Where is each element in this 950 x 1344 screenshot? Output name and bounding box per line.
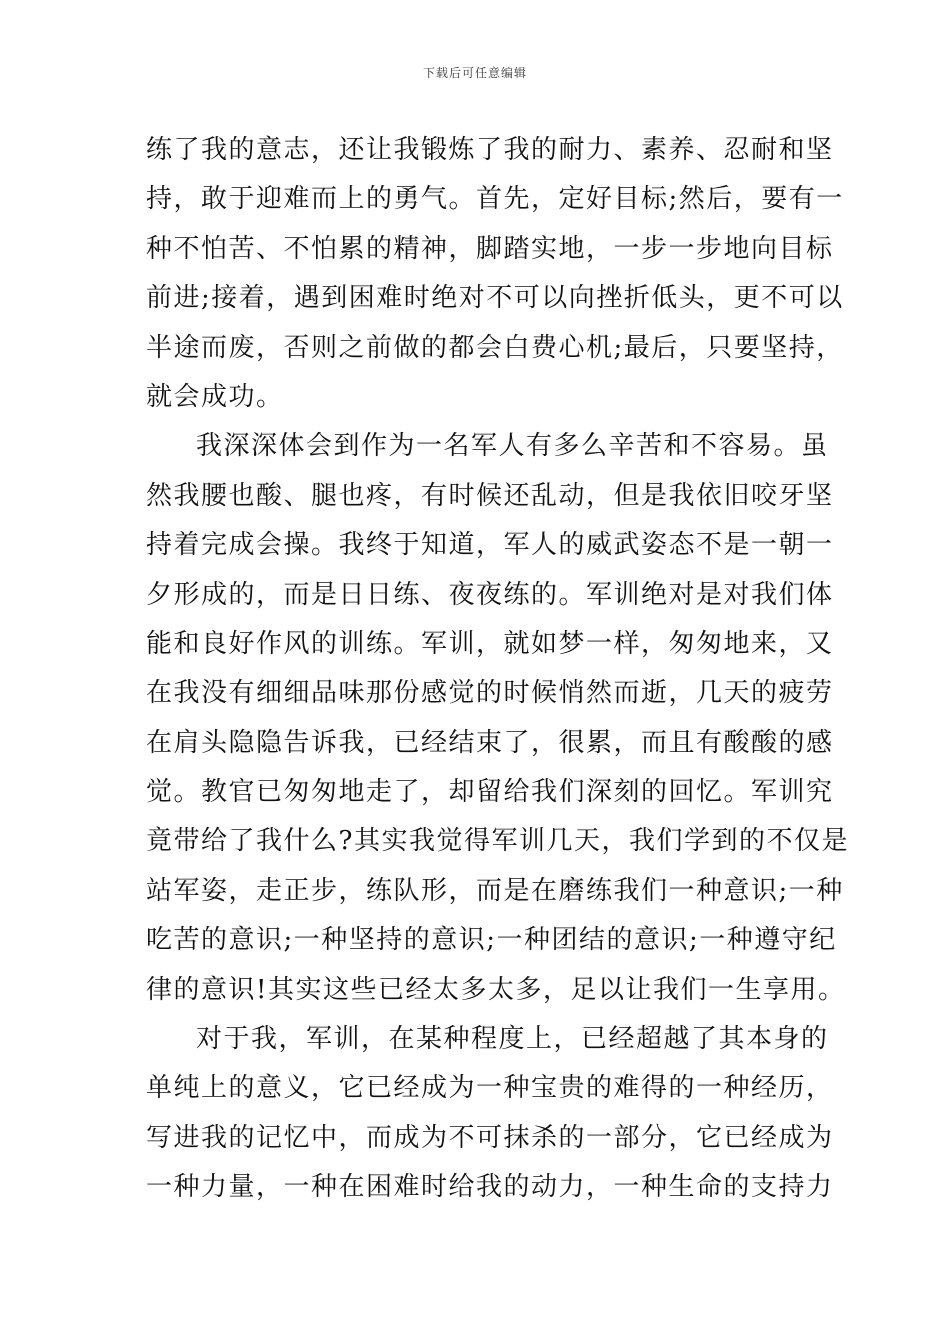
text-line: 持，敢于迎难而上的勇气。首先，定好目标;然后，要有一 — [146, 184, 844, 215]
paragraph-start-line: 对于我，军训，在某种程度上，已经超越了其本身的 — [196, 1024, 829, 1055]
text-line: 持着完成会操。我终于知道，军人的威武姿态不是一朝一 — [146, 530, 834, 561]
text-line: 就会成功。 — [146, 381, 284, 412]
text-line: 能和良好作风的训练。军训，就如梦一样，匆匆地来，又 — [146, 628, 834, 659]
text-line: 竟带给了我什么?其实我觉得军训几天，我们学到的不仅是 — [146, 826, 849, 857]
text-line: 练了我的意志，还让我锻炼了我的耐力、素养、忍耐和坚 — [146, 135, 834, 165]
body-text — [146, 126, 849, 1213]
text-line: 然我腰也酸、腿也疼，有时候还乱动，但是我依旧咬牙坚 — [146, 480, 834, 511]
text-line: 写进我的记忆中，而成为不可抹杀的一部分，它已经成为 — [146, 1122, 834, 1153]
text-line: 一种力量，一种在困难时给我的动力，一种生命的支持力 — [146, 1172, 834, 1203]
text-line: 前进;接着，遇到困难时绝对不可以向挫折低头，更不可以 — [146, 283, 844, 314]
text-line: 觉。教官已匆匆地走了，却留给我们深刻的回忆。军训究 — [146, 777, 834, 808]
paragraph-start-line: 我深深体会到作为一名军人有多么辛苦和不容易。虽 — [196, 431, 829, 462]
text-line: 半途而废，否则之前做的都会白费心机;最后，只要坚持， — [146, 332, 844, 363]
text-line: 种不怕苦、不怕累的精神，脚踏实地，一步一步地向目标 — [146, 233, 834, 264]
text-line: 在肩头隐隐告诉我，已经结束了，很累，而且有酸酸的感 — [146, 727, 834, 758]
text-line: 站军姿，走正步，练队形，而是在磨练我们一种意识;一种 — [146, 875, 844, 906]
text-line: 单纯上的意义，它已经成为一种宝贵的难得的一种经历， — [146, 1073, 834, 1104]
text-line: 吃苦的意识;一种坚持的意识;一种团结的意识;一种遵守纪 — [146, 925, 837, 956]
text-line: 夕形成的，而是日日练、夜夜练的。军训绝对是对我们体 — [146, 579, 834, 610]
text-line: 律的意识!其实这些已经太多太多，足以让我们一生享用。 — [146, 974, 846, 1005]
header-note: 下载后可任意编辑 — [422, 66, 527, 80]
text-line: 在我没有细细品味那份感觉的时候悄然而逝，几天的疲劳 — [146, 678, 834, 709]
